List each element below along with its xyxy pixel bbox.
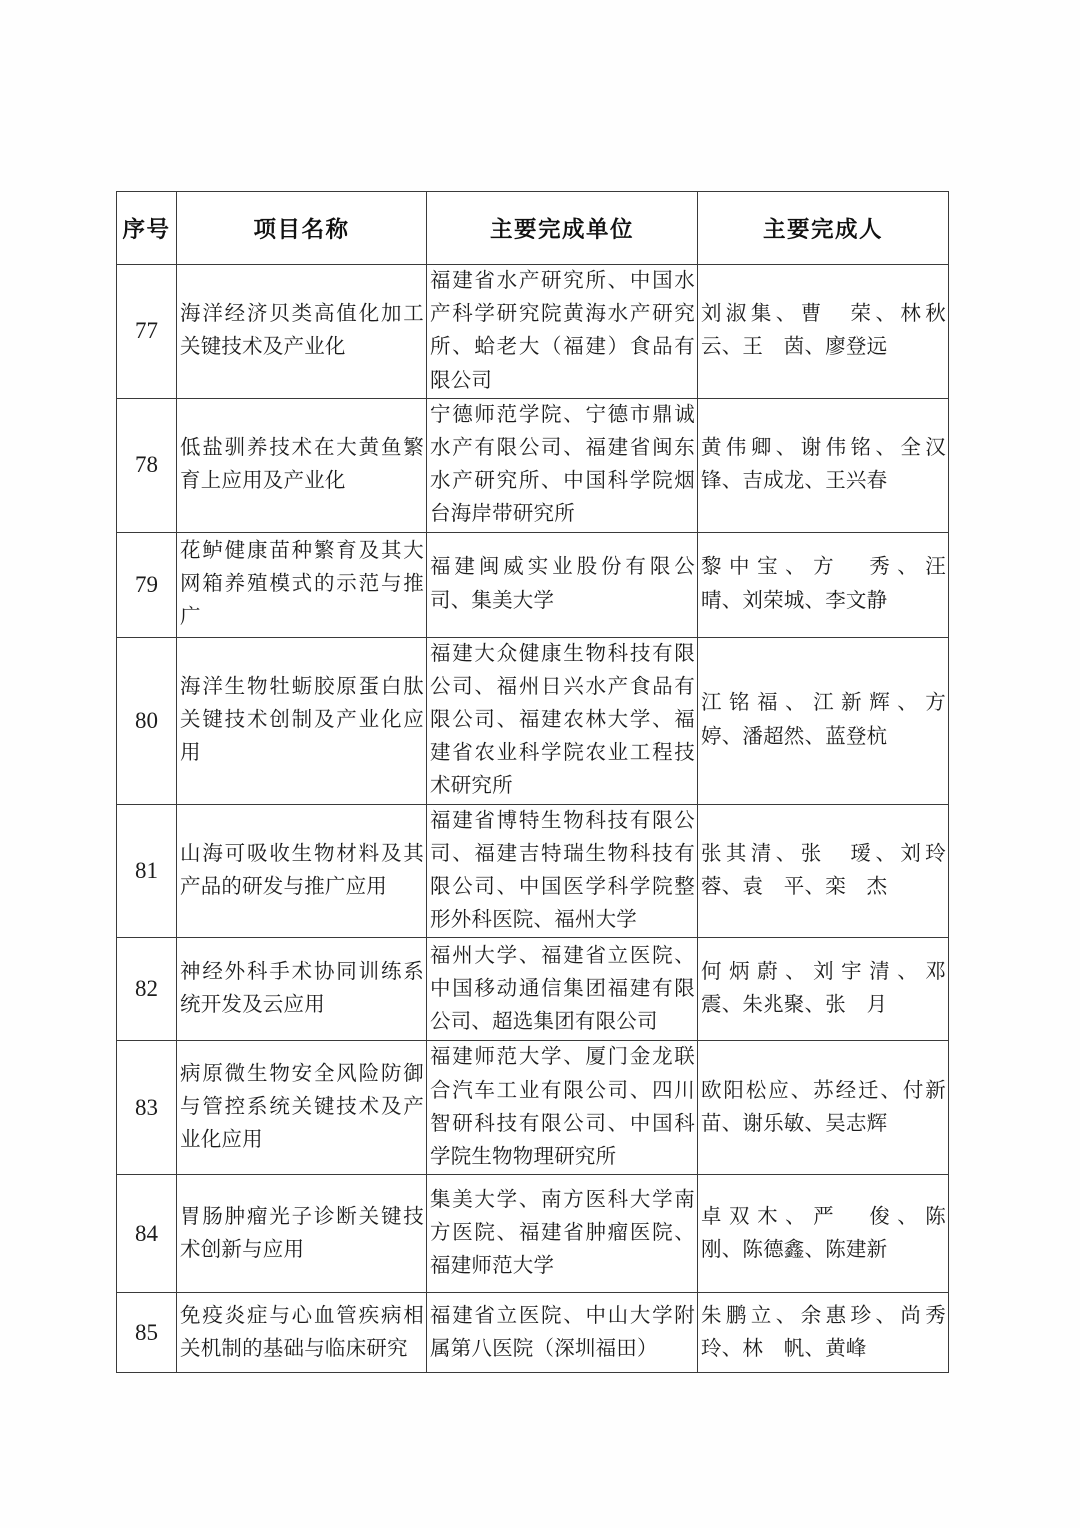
cell-seq: 83	[117, 1041, 177, 1175]
cell-project-name	[177, 265, 427, 399]
cell-main-people-text: 卓双木、严 俊、陈 刚、陈德鑫、陈建新	[701, 1205, 967, 1261]
cell-project-name	[177, 1175, 427, 1293]
cell-main-people-text: 何炳蔚、刘宇清、邓 震、朱兆聚、张 月	[701, 961, 967, 1017]
table-row	[117, 637, 949, 804]
cell-main-units-text: 福建省立医院、中山大学附属第八医院（深圳福田）	[430, 1304, 695, 1360]
table-header	[117, 192, 949, 265]
cell-main-people-text: 黄伟卿、谢伟铭、全汉锋、吉成龙、王兴春	[701, 437, 946, 493]
cell-project-name	[177, 1293, 427, 1373]
cell-seq: 80	[117, 637, 177, 804]
table-row	[117, 938, 949, 1041]
table-row	[117, 398, 949, 532]
cell-main-units	[427, 1175, 698, 1293]
cell-main-people	[698, 637, 967, 804]
cell-project-name-text: 海洋生物牡蛎胶原蛋白肽关键技术创制及产业化应用	[180, 675, 424, 765]
cell-project-name-text: 病原微生物安全风险防御与管控系统关键技术及产业化应用	[180, 1063, 424, 1152]
cell-main-people-text: 黎中宝、方 秀、汪 晴、刘荣城、李文静	[701, 556, 967, 612]
cell-seq: 78	[117, 398, 177, 532]
table-row	[117, 1175, 949, 1293]
cell-main-units-text: 宁德师范学院、宁德市鼎诚水产有限公司、福建省闽东水产研究所、中国科学院烟台海岸带研究所	[430, 403, 695, 526]
cell-seq: 77	[117, 265, 177, 399]
table-row	[117, 265, 949, 399]
cell-seq: 79	[117, 532, 177, 637]
column-header-project-name: 项目名称	[177, 192, 427, 265]
column-header-seq: 序号	[117, 192, 177, 265]
award-projects-table	[116, 191, 967, 1373]
table-row	[117, 804, 949, 938]
cell-main-units-text: 集美大学、南方医科大学南方医院、福建省肿瘤医院、福建师范大学	[430, 1188, 695, 1278]
table-row	[117, 1293, 949, 1373]
cell-seq: 82	[117, 938, 177, 1041]
table-body	[117, 265, 967, 1373]
cell-seq: 81	[117, 804, 177, 938]
cell-main-people	[698, 398, 949, 532]
cell-project-name-text: 花鲈健康苗种繁育及其大网箱养殖模式的示范与推广	[180, 539, 424, 629]
cell-main-people	[698, 532, 967, 637]
cell-project-name-text: 山海可吸收生物材料及其产品的研发与推广应用	[180, 842, 424, 899]
cell-main-units	[427, 637, 698, 804]
cell-main-people-text: 朱鹏立、余惠珍、尚秀玲、林 帆、黄峰	[701, 1304, 946, 1360]
cell-project-name	[177, 938, 427, 1041]
cell-project-name	[177, 532, 427, 637]
cell-main-units	[427, 938, 698, 1041]
cell-main-units	[427, 532, 698, 637]
cell-main-units-text: 福建师范大学、厦门金龙联合汽车工业有限公司、四川智研科技有限公司、中国科学院生物物理研究所	[430, 1046, 695, 1169]
cell-main-people	[698, 1175, 967, 1293]
cell-main-units	[427, 265, 698, 399]
cell-main-units	[427, 1041, 698, 1175]
cell-main-people	[698, 938, 967, 1041]
cell-seq: 85	[117, 1293, 177, 1373]
cell-project-name-text: 胃肠肿瘤光子诊断关键技术创新与应用	[180, 1205, 424, 1261]
cell-main-units-text: 福州大学、福建省立医院、中国移动通信集团福建有限公司、超选集团有限公司	[430, 944, 695, 1034]
table-header-row	[117, 192, 949, 265]
cell-main-units	[427, 804, 698, 938]
cell-main-people-text: 刘淑集、曹 荣、林秋云、王 茵、廖登远	[701, 303, 946, 359]
cell-main-units-text: 福建省水产研究所、中国水产科学研究院黄海水产研究所、蛤老大（福建）食品有限公司	[430, 270, 695, 392]
column-header-main-people: 主要完成人	[698, 192, 949, 265]
cell-main-units-text: 福建闽威实业股份有限公司、集美大学	[430, 556, 695, 612]
cell-main-units-text: 福建大众健康生物科技有限公司、福州日兴水产食品有限公司、福建农林大学、福建省农业科学院农业工程技术研究所	[430, 642, 695, 798]
cell-main-people	[698, 1041, 949, 1175]
cell-main-units	[427, 1293, 698, 1373]
cell-main-units	[427, 398, 698, 532]
cell-main-people	[698, 804, 949, 938]
cell-project-name-text: 海洋经济贝类高值化加工关键技术及产业化	[180, 303, 424, 359]
cell-seq: 84	[117, 1175, 177, 1293]
table-row	[117, 532, 949, 637]
cell-project-name	[177, 398, 427, 532]
cell-project-name-text: 免疫炎症与心血管疾病相关机制的基础与临床研究	[180, 1304, 424, 1360]
column-header-main-units: 主要完成单位	[427, 192, 698, 265]
cell-project-name-text: 神经外科手术协同训练系统开发及云应用	[180, 961, 424, 1017]
cell-main-people	[698, 1293, 949, 1373]
cell-main-people	[698, 265, 949, 399]
cell-project-name-text: 低盐驯养技术在大黄鱼繁育上应用及产业化	[180, 437, 424, 493]
cell-main-units-text: 福建省博特生物科技有限公司、福建吉特瑞生物科技有限公司、中国医学科学院整形外科医院、福州大学	[430, 809, 695, 932]
cell-main-people-text: 欧阳松应、苏经迁、付新苗、谢乐敏、吴志辉	[701, 1079, 946, 1135]
cell-main-people-text: 张其清、张 瑷、刘玲蓉、袁 平、栾 杰	[701, 842, 946, 899]
table-row	[117, 1041, 949, 1175]
cell-main-people-text: 江铭福、江新辉、方 婷、潘超然、蓝登杭	[701, 692, 967, 748]
cell-project-name	[177, 1041, 427, 1175]
cell-project-name	[177, 637, 427, 804]
cell-project-name	[177, 804, 427, 938]
